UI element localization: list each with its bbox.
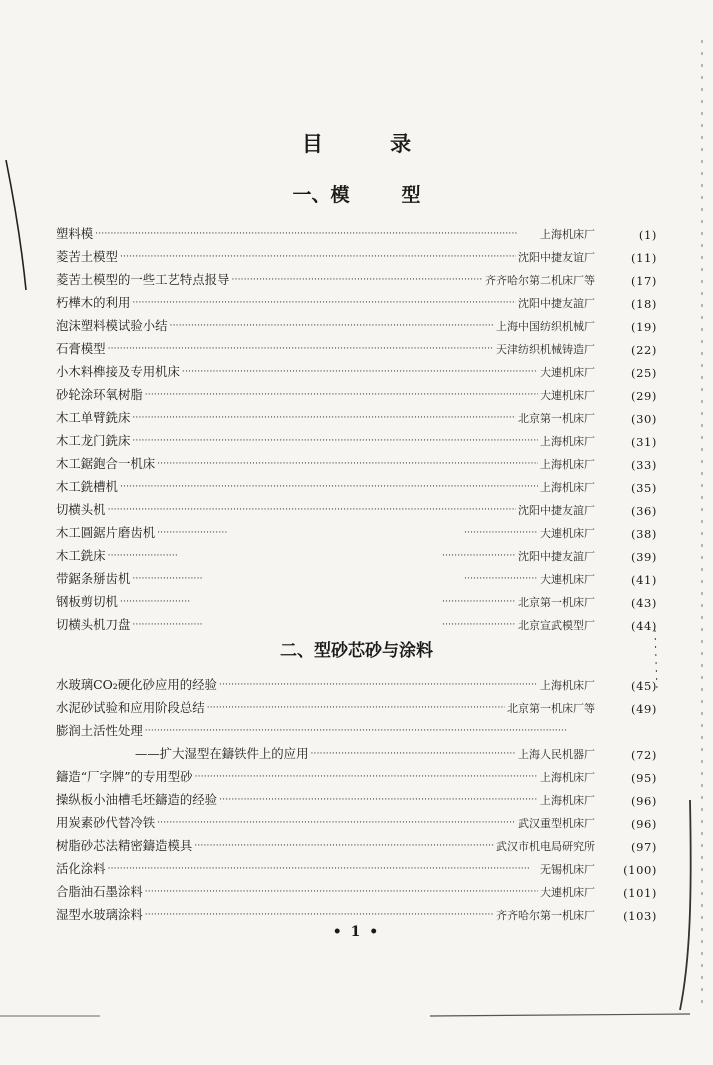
entry-title: 钢板剪切机 — [56, 594, 118, 609]
entry-source: 上海机床厂 — [540, 228, 595, 241]
section-1-title-a: 模 — [330, 184, 350, 206]
entry-page: (44) — [630, 619, 657, 633]
entry-title: 泡沫塑料模试验小结 — [56, 318, 168, 333]
entry-title: 木工銑槽机 — [56, 479, 118, 494]
entry-page: (38) — [630, 527, 657, 541]
entry-title: 操纵板小油槽毛坯鑄造的经验 — [56, 792, 218, 807]
entry-source: 上海机床厂 — [540, 794, 595, 807]
entry-title: 膨润土活性处理 — [56, 723, 143, 738]
entry-title: 木工銑床 — [56, 548, 106, 563]
entry-title: 小木料榫接及专用机床 — [56, 364, 180, 379]
entry-source: 上海中国纺织机械厂 — [496, 320, 595, 333]
entry-page: (72) — [630, 748, 657, 762]
entry-page: (19) — [630, 320, 657, 334]
entry-title: 活化涂料 — [56, 861, 106, 876]
entry-source: 上海人民机器厂 — [518, 748, 595, 761]
entry-title: 木工单臂銑床 — [56, 410, 131, 425]
entry-source: 沈阳中捷友誼厂 — [518, 297, 595, 310]
entry-page: (43) — [630, 596, 657, 610]
entry-source: 齐齐哈尔第二机床厂等 — [485, 274, 595, 287]
entry-page: (11) — [630, 251, 657, 265]
entry-title: 菱苦土模型 — [56, 249, 118, 264]
entry-page: (49) — [630, 702, 657, 716]
entry-source: 上海机床厂 — [540, 679, 595, 692]
entry-page: (18) — [630, 297, 657, 311]
entry-page: (17) — [630, 274, 657, 288]
section-1-number: 一、 — [292, 184, 331, 206]
entry-source: 大連机床厂 — [540, 886, 595, 899]
entry-page: (97) — [630, 840, 657, 854]
entry-page: (1) — [638, 228, 657, 242]
entry-page: (96) — [630, 794, 657, 808]
entry-title: 菱苦土模型的一些工艺特点报导 — [56, 272, 230, 287]
entry-title: 切横头机刀盘 — [56, 617, 131, 632]
entry-title: 朽樺木的利用 — [56, 295, 131, 310]
entry-page: (33) — [630, 458, 657, 472]
entry-source: 大連机床厂 — [540, 389, 595, 402]
page-title: 目 录 — [301, 132, 442, 156]
entry-page: (25) — [630, 366, 657, 380]
scan-edge-curve — [680, 800, 691, 1010]
page-number: • 1 • — [332, 924, 381, 940]
entry-page: (31) — [630, 435, 657, 449]
entry-title: 用炭素砂代替冷铁 — [56, 815, 156, 830]
entry-title: 切横头机 — [56, 502, 106, 517]
entry-title: 石膏模型 — [56, 341, 106, 356]
entry-title: 鑄造“厂字牌”的专用型砂 — [56, 769, 193, 784]
entry-page: (96) — [630, 817, 657, 831]
entry-source: 无锡机床厂 — [540, 863, 595, 876]
entry-source: 天津纺织机械铸造厂 — [496, 343, 595, 356]
entry-source: 北京宣武模型厂 — [518, 619, 595, 632]
entry-source: 上海机床厂 — [540, 481, 595, 494]
entry-title: 木工圓鋸片磨齿机 — [56, 525, 156, 540]
entry-source: 上海机床厂 — [540, 435, 595, 448]
entry-source: 北京第一机床厂 — [518, 596, 595, 609]
entry-title: 湿型水玻璃涂料 — [56, 907, 143, 922]
entry-source: 沈阳中捷友誼厂 — [518, 550, 595, 563]
entry-title: 木工龙门銑床 — [56, 433, 131, 448]
entry-page: (101) — [623, 886, 657, 900]
entry-page: (41) — [630, 573, 657, 587]
entry-source: 大連机床厂 — [540, 366, 595, 379]
section-2-heading: 二、型砂芯砂与涂料 — [280, 641, 433, 661]
entry-title: 木工鋸鉋合一机床 — [56, 456, 156, 471]
entry-title: 合脂油石墨涂料 — [56, 884, 143, 899]
entry-page: (39) — [630, 550, 657, 564]
entry-page: (45) — [630, 679, 657, 693]
entry-title: 水玻璃CO₂硬化砂应用的经验 — [56, 677, 217, 692]
entry-page: (103) — [623, 909, 657, 923]
entry-source: 上海机床厂 — [540, 771, 595, 784]
scan-bottom-right-line — [430, 1014, 690, 1016]
entry-source: 上海机床厂 — [540, 458, 595, 471]
entry-title: ——扩大湿型在鑄铁件上的应用 — [135, 746, 309, 761]
entry-page: (30) — [630, 412, 657, 426]
entry-title: 树脂砂芯法精密鑄造模具 — [56, 838, 193, 853]
section-1-title-b: 型 — [401, 184, 421, 206]
scan-side-dashes — [655, 630, 657, 690]
entry-page: (36) — [630, 504, 657, 518]
entry-page: (29) — [630, 389, 657, 403]
scan-curve-mark — [6, 160, 26, 290]
entry-source: 大連机床厂 — [540, 573, 595, 586]
entry-page: (95) — [630, 771, 657, 785]
entry-source: 北京第一机床厂等 — [507, 702, 595, 715]
entry-source: 沈阳中捷友谊厂 — [518, 251, 595, 264]
entry-page: (100) — [623, 863, 657, 877]
entry-page: (22) — [630, 343, 657, 357]
entry-title: 塑料模 — [56, 226, 94, 241]
entry-source: 武汉市机电局研究所 — [496, 840, 595, 853]
entry-title: 砂轮涂环氧树脂 — [56, 387, 143, 402]
entry-source: 沈阳中捷友誼厂 — [518, 504, 595, 517]
entry-source: 大連机床厂 — [540, 527, 595, 540]
entry-source: 武汉重型机床厂 — [518, 817, 595, 830]
entry-title: 水泥砂试验和应用阶段总结 — [56, 700, 205, 715]
entry-title: 带鋸条掰齿机 — [56, 571, 131, 586]
entry-page: (35) — [630, 481, 657, 495]
entry-source: 齐齐哈尔第一机床厂 — [496, 909, 595, 922]
entry-source: 北京第一机床厂 — [518, 412, 595, 425]
